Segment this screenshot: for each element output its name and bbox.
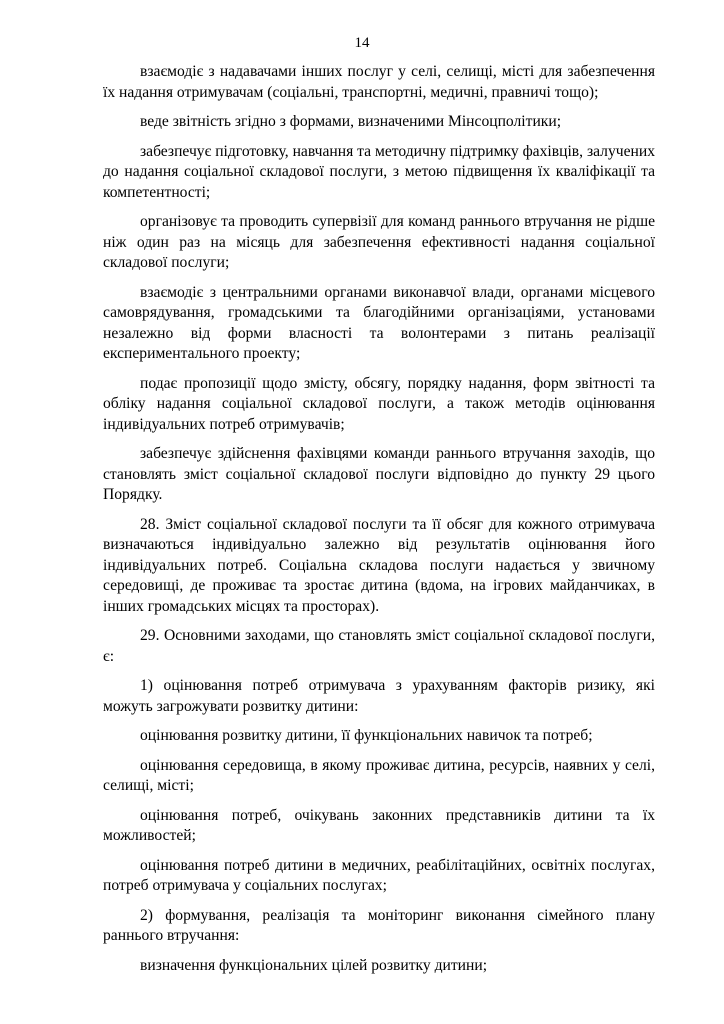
paragraph: 29. Основними заходами, що становлять зміст соціальної складової послуги, є: [103, 627, 655, 665]
paragraph: забезпечує підготовку, навчання та методичну підтримку фахівців, залучених до надання соціальної складової послуги, з метою підвищення їх кваліфікації та компетентності; [103, 142, 655, 201]
paragraph: взаємодіє з надавачами інших послуг у селі, селищі, місті для забезпечення їх надання отримувачам (соціальні, транспортні, медичні, правничі тощо); [103, 63, 655, 101]
paragraph: оцінювання розвитку дитини, її функціональних навичок та потреб; [140, 727, 593, 744]
paragraph: 28. Зміст соціальної складової послуги та її обсяг для кожного отримувача визначаються індивідуально залежно від результатів оцінювання його індивідуальних потреб. Соціальна складова послуги надається у звичному середовищі, де проживає та зростає дитина (вдома, на ігрових майданчиках, в інших громадських місцях та просторах). [103, 515, 655, 615]
paragraph: оцінювання середовища, в якому проживає дитина, ресурсів, наявних у селі, селищі, місті; [103, 756, 655, 794]
paragraph: 1) оцінювання потреб отримувача з урахуванням факторів ризику, які можуть загрожувати розвитку дитини: [103, 677, 655, 715]
paragraph: 2) формування, реалізація та моніторинг виконання сімейного плану раннього втручання: [103, 906, 655, 944]
paragraph: забезпечує здійснення фахівцями команди раннього втручання заходів, що становлять зміст соціальної складової послуги відповідно до пункту 29 цього Порядку. [103, 445, 655, 503]
paragraph: визначення функціональних цілей розвитку дитини; [140, 956, 488, 974]
paragraph: оцінювання потреб, очікувань законних представників дитини та їх можливостей; [103, 806, 655, 844]
page-number: 14 [354, 35, 370, 51]
paragraph: організовує та проводить супервізії для команд раннього втручання не рідше ніж один раз на місяць для забезпечення ефективності надання соціальної складової послуги; [103, 213, 655, 271]
paragraph: веде звітність згідно з формами, визначеними Мінсоцполітики; [140, 113, 562, 130]
paragraph: подає пропозиції щодо змісту, обсягу, порядку надання, форм звітності та обліку надання соціальної складової послуги, а також методів оцінювання індивідуальних потреб отримувачів; [103, 374, 655, 433]
paragraph: взаємодіє з центральними органами виконавчої влади, органами місцевого самоврядування, громадськими та благодійними організаціями, установами незалежно від форми власності та волонтерами з питань реалізації експериментального проекту; [103, 283, 655, 362]
document-body [103, 62, 655, 985]
paragraph: оцінювання потреб дитини в медичних, реабілітаційних, освітніх послугах, потреб отримувача у соціальних послугах; [103, 856, 655, 894]
